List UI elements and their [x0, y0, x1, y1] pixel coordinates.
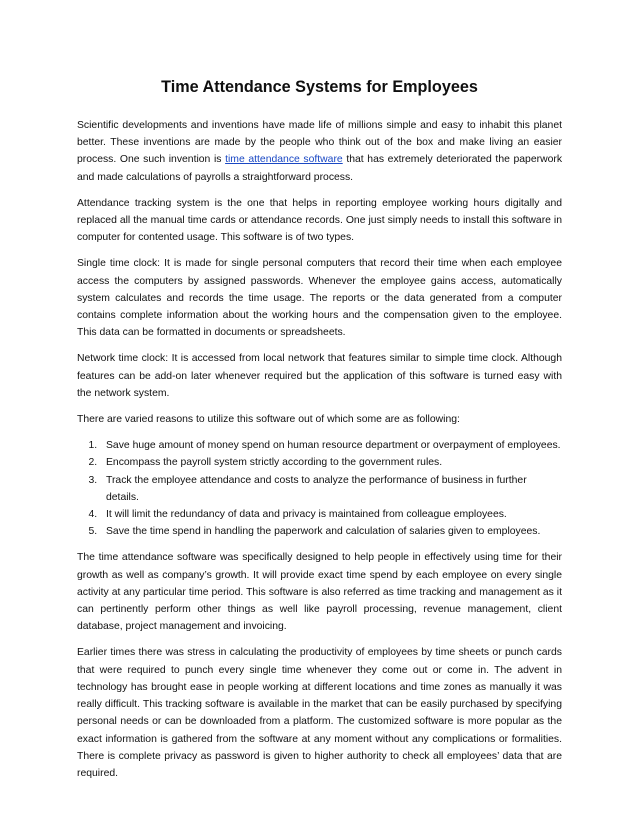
list-item: 2. Encompass the payroll system strictly according to the government rules.	[100, 454, 562, 471]
paragraph-intro-text-before: Scientific developments and inventions have made life of millions simple and easy to inhabit this planet better. These inventions are made by the people who think out of the box and make living an easier process. One such invention is	[77, 120, 562, 166]
paragraph-network-time-clock: Network time clock: It is accessed from local network that features similar to simple time clock. Although features can be add-on later whenever required but the application of this software is turned easy with the network system.	[77, 353, 562, 399]
time-attendance-software-link[interactable]: time attendance software	[225, 154, 343, 166]
reasons-list	[77, 437, 562, 540]
document-title: Time Attendance Systems for Employees	[161, 78, 478, 96]
paragraph-reasons-intro: There are varied reasons to utilize this software out of which some are as following:	[77, 414, 460, 426]
list-item: 3. Track the employee attendance and costs to analyze the performance of business in further details.	[100, 472, 562, 506]
list-item: 5. Save the time spend in handling the paperwork and calculation of salaries given to employees.	[100, 523, 562, 540]
document-body	[77, 77, 562, 791]
paragraph-earlier-times: Earlier times there was stress in calculating the productivity of employees by time sheets or punch cards that were required to punch every single time whenever they come out or come in. The advent in technology has brought ease in people working at different locations and time zones as manually it was really difficult. This tracking software is available in the market that can be easily purchased by specifying personal needs or can be downloaded from a platform. The customized software is more popular as the exact information is gathered from the software at any moment without any complications or formalities. There is complete privacy as password is given to higher authority to check all employees’ data that are required.	[77, 647, 562, 779]
paragraph-intro	[77, 117, 562, 186]
paragraph-intro-text-after: that has extremely deteriorated the paperwork and made calculations of payrolls a straightforward process.	[77, 154, 563, 183]
list-item: 1. Save huge amount of money spend on human resource department or overpayment of employees.	[100, 437, 562, 454]
list-item: 4. It will limit the redundancy of data and privacy is maintained from colleague employees.	[100, 506, 562, 523]
paragraph-software-purpose: The time attendance software was specifically designed to help people in effectively using time for their growth as well as company’s growth. It will provide exact time spend by each employee on every single activity at any particular time period. This software is also referred as time tracking and management as it can pertinently perform other things as well like payroll processing, revenue management, client database, project management and invoicing.	[77, 552, 562, 633]
paragraph-single-time-clock: Single time clock: It is made for single personal computers that record their time when each employee access the computers by assigned passwords. Whenever the employee gains access, automatically system calculates and records the time usage. The reports or the data generated from a computer contains complete information about the working hours and the compensation given to the employee. This data can be formatted in documents or spreadsheets.	[77, 258, 562, 339]
paragraph-attendance-tracking: Attendance tracking system is the one that helps in reporting employee working hours digitally and replaced all the manual time cards or attendance records. One just simply needs to install this software in computer for contented usage. This software is of two types.	[77, 197, 562, 244]
